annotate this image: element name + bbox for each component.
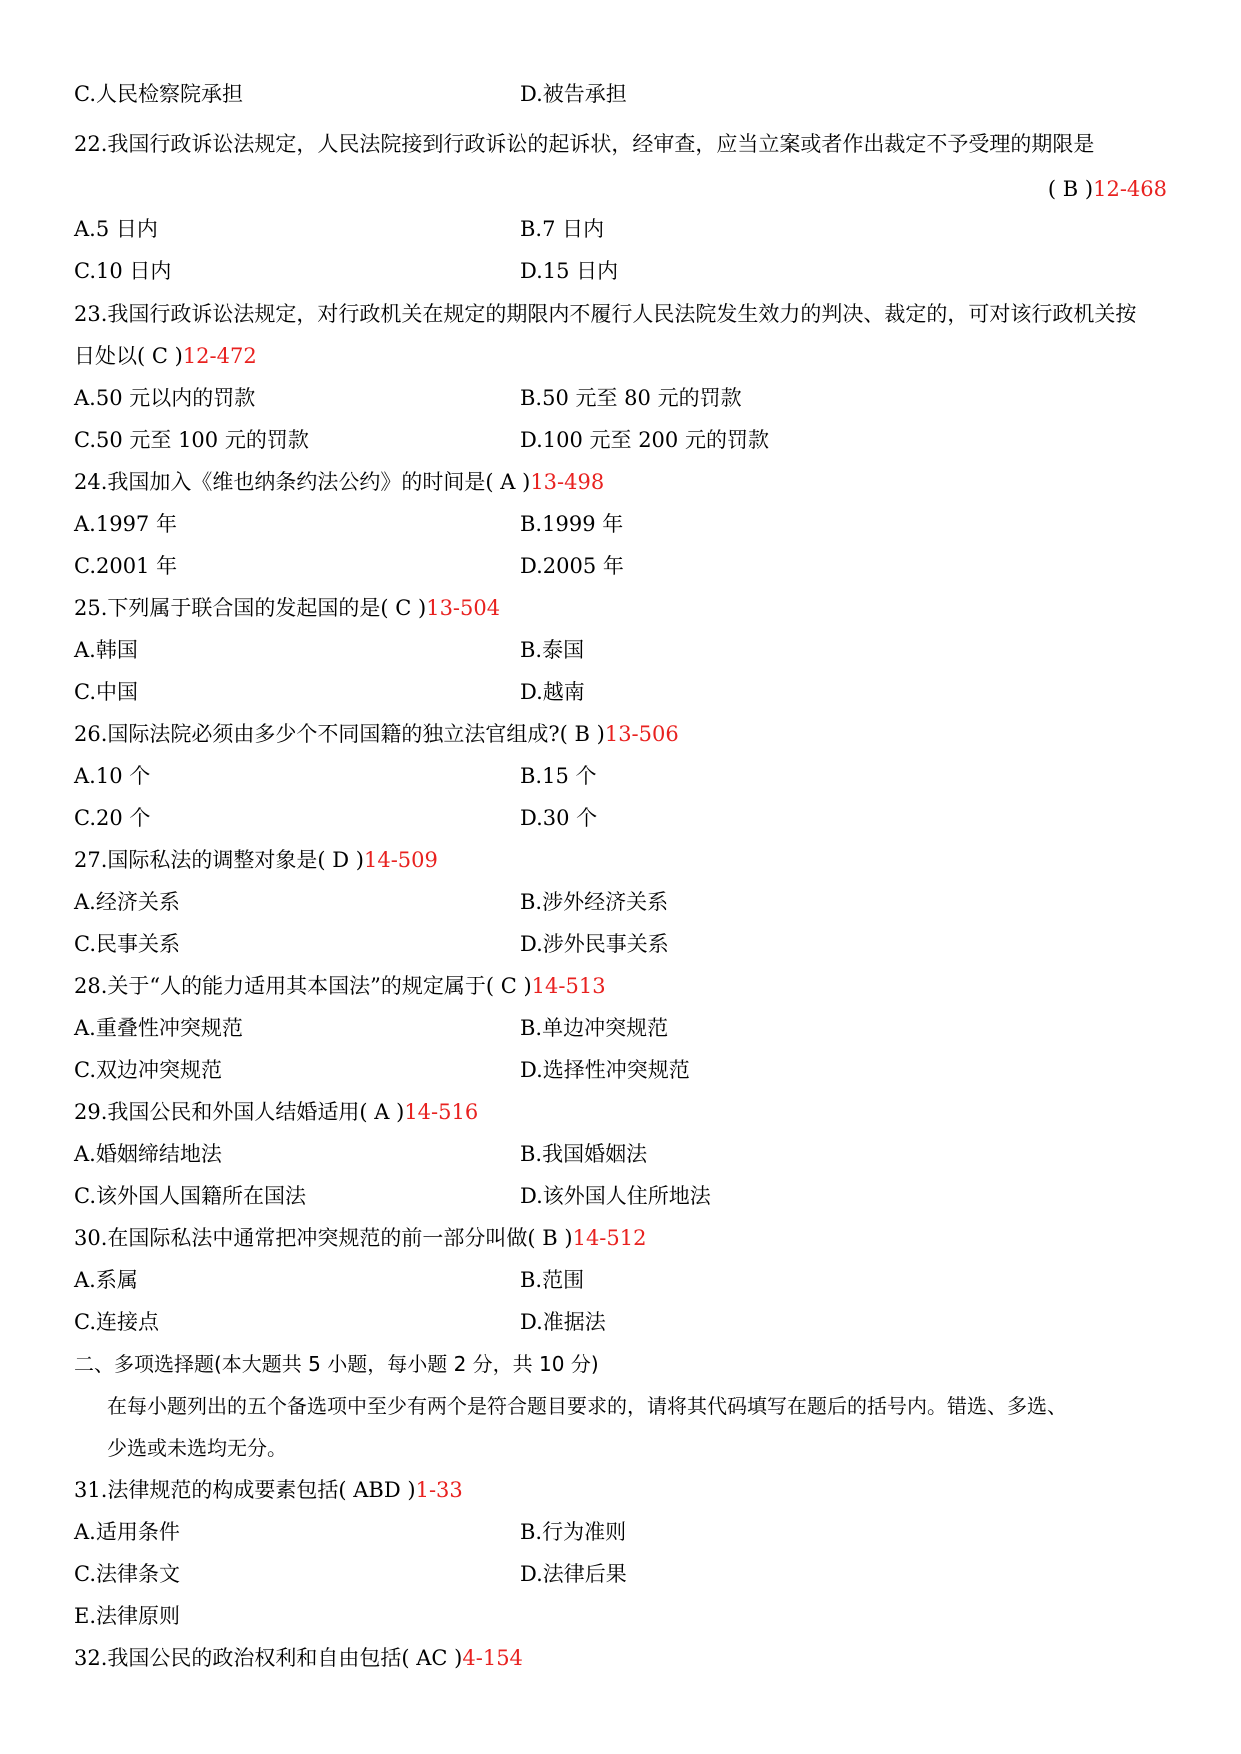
q31-option-b: B.行为准则: [520, 1520, 627, 1544]
q30-option-c: C.连接点: [74, 1310, 159, 1334]
q31-stem: [74, 1476, 463, 1504]
q22-option-a: A.5 日内: [74, 217, 158, 241]
q26-option-c: C.20 个: [74, 806, 151, 830]
q24-question: 24.我国加入《维也纳条约法公约》的时间是( A ): [74, 470, 531, 494]
q32-question: 32.我国公民的政治权利和自由包括( AC ): [74, 1646, 463, 1670]
q25-stem: [74, 594, 500, 622]
q23-option-d: D.100 元至 200 元的罚款: [520, 428, 769, 452]
q22-stem: 22.我国行政诉讼法规定，人民法院接到行政诉讼的起诉状，经审查，应当立案或者作出裁定不予受理的期限是: [74, 132, 1095, 156]
q29-stem: [74, 1098, 478, 1126]
q31-question: 31.法律规范的构成要素包括( ABD ): [74, 1478, 416, 1502]
q23-page-ref: 12-472: [182, 344, 257, 368]
q23-option-c: C.50 元至 100 元的罚款: [74, 428, 309, 452]
q21-option-d: D.被告承担: [520, 82, 627, 106]
q30-question: 30.在国际私法中通常把冲突规范的前一部分叫做( B ): [74, 1226, 573, 1250]
q24-option-d: D.2005 年: [520, 554, 624, 578]
q26-page-ref: 13-506: [604, 722, 679, 746]
q22-option-c: C.10 日内: [74, 259, 172, 283]
q24-page-ref: 13-498: [530, 470, 605, 494]
q24-option-b: B.1999 年: [520, 512, 624, 536]
q27-option-b: B.涉外经济关系: [520, 890, 669, 914]
q26-question: 26.国际法院必须由多少个不同国籍的独立法官组成?( B ): [74, 722, 605, 746]
q21-option-c: C.人民检察院承担: [74, 82, 243, 106]
q25-question: 25.下列属于联合国的发起国的是( C ): [74, 596, 427, 620]
q29-option-c: C.该外国人国籍所在国法: [74, 1184, 306, 1208]
q28-option-a: A.重叠性冲突规范: [74, 1016, 243, 1040]
q26-stem: [74, 720, 679, 748]
q27-option-c: C.民事关系: [74, 932, 180, 956]
q22-option-d: D.15 日内: [520, 259, 619, 283]
q30-page-ref: 14-512: [572, 1226, 647, 1250]
q26-option-a: A.10 个: [74, 764, 151, 788]
q31-option-c: C.法律条文: [74, 1562, 180, 1586]
q27-question: 27.国际私法的调整对象是( D ): [74, 848, 364, 872]
q27-option-a: A.经济关系: [74, 890, 180, 914]
q31-option-a: A.适用条件: [74, 1520, 180, 1544]
q25-option-c: C.中国: [74, 680, 138, 704]
q24-option-c: C.2001 年: [74, 554, 178, 578]
q30-stem: [74, 1224, 646, 1252]
q24-stem: [74, 468, 604, 496]
q32-page-ref: 4-154: [462, 1646, 523, 1670]
q32-stem: [74, 1644, 523, 1672]
q23-stem-line2: [74, 342, 257, 370]
q23-option-b: B.50 元至 80 元的罚款: [520, 386, 742, 410]
q28-option-c: C.双边冲突规范: [74, 1058, 222, 1082]
q28-page-ref: 14-513: [531, 974, 606, 998]
q27-page-ref: 14-509: [363, 848, 438, 872]
q29-option-a: A.婚姻缔结地法: [74, 1142, 222, 1166]
section2-instructions-line1: 在每小题列出的五个备选项中至少有两个是符合题目要求的，请将其代码填写在题后的括号内。错选、多选、: [107, 1394, 1067, 1418]
q22-option-b: B.7 日内: [520, 217, 605, 241]
q26-option-b: B.15 个: [520, 764, 597, 788]
q30-option-a: A.系属: [74, 1268, 138, 1292]
q26-option-d: D.30 个: [520, 806, 598, 830]
q25-page-ref: 13-504: [426, 596, 501, 620]
q23-option-a: A.50 元以内的罚款: [74, 386, 256, 410]
q28-option-b: B.单边冲突规范: [520, 1016, 669, 1040]
q31-option-e: E.法律原则: [74, 1604, 181, 1628]
section2-title: 二、多项选择题(本大题共 5 小题，每小题 2 分，共 10 分): [74, 1352, 599, 1376]
q29-option-b: B.我国婚姻法: [520, 1142, 648, 1166]
q29-question: 29.我国公民和外国人结婚适用( A ): [74, 1100, 405, 1124]
q23-answer: 日处以( C ): [74, 344, 183, 368]
q24-option-a: A.1997 年: [74, 512, 177, 536]
q23-stem-line1: 23.我国行政诉讼法规定，对行政机关在规定的期限内不履行人民法院发生效力的判决、裁定的，可对该行政机关按: [74, 302, 1137, 326]
q31-option-d: D.法律后果: [520, 1562, 627, 1586]
q25-option-a: A.韩国: [74, 638, 138, 662]
q29-option-d: D.该外国人住所地法: [520, 1184, 711, 1208]
q25-option-b: B.泰国: [520, 638, 585, 662]
q27-option-d: D.涉外民事关系: [520, 932, 669, 956]
q28-question: 28.关于“人的能力适用其本国法”的规定属于( C ): [74, 974, 532, 998]
section2-instructions-line2: 少选或未选均无分。: [107, 1436, 287, 1460]
q29-page-ref: 14-516: [404, 1100, 479, 1124]
q28-stem: [74, 972, 606, 1000]
q30-option-b: B.范围: [520, 1268, 585, 1292]
q28-option-d: D.选择性冲突规范: [520, 1058, 690, 1082]
q25-option-d: D.越南: [520, 680, 585, 704]
q22-answer-line: [1048, 175, 1167, 203]
q22-page-ref: 12-468: [1093, 177, 1167, 201]
q30-option-d: D.准据法: [520, 1310, 606, 1334]
q27-stem: [74, 846, 438, 874]
q22-answer: ( B ): [1047, 177, 1094, 201]
q31-page-ref: 1-33: [415, 1478, 463, 1502]
